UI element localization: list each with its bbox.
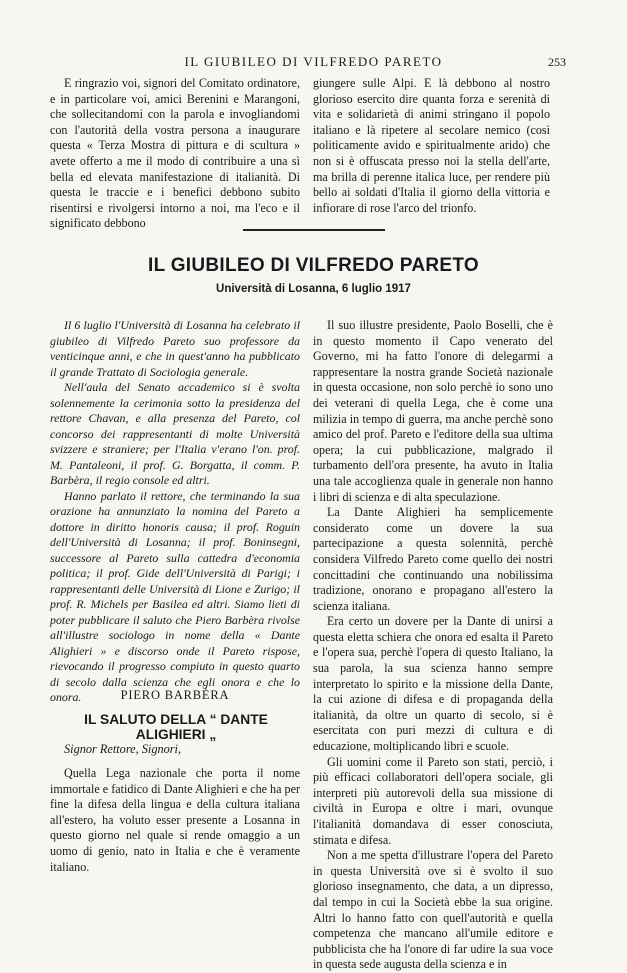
speech-paragraph: Era certo un dovere per la Dante di unirsi a questa eletta schiera che onora ed esalta il Pareto e l'opera sua, perchè l'opera di questo Italiano, la sua parola, la sua scienza hanno sempre interpretato lo spirito e la missione della Dante, la cui azione di difesa e di propaganda della italianità, da oltre un quarto di secolo, si è esercitata con puri mezzi di cultura e di educazione, moltiplicando libri e scuole. bbox=[313, 614, 553, 754]
article-title: IL GIUBILEO DI VILFREDO PARETO bbox=[148, 255, 479, 276]
intro-paragraph: Il 6 luglio l'Università di Losanna ha celebrato il giubileo di Vilfredo Pareto suo professore da venticinque anni, e che in quest'anno ha pubblicato il grande Trattato di Sociologia generale. bbox=[50, 318, 300, 379]
running-header: IL GIUBILEO DI VILFREDO PARETO bbox=[184, 54, 443, 69]
salutation: Signor Rettore, Signori, bbox=[64, 742, 182, 756]
speech-left-column bbox=[50, 766, 300, 875]
top-left-column bbox=[50, 76, 300, 232]
intro-column bbox=[50, 318, 300, 706]
author-signature: PIERO BARBÈRA bbox=[120, 688, 230, 702]
article-subtitle: Università di Losanna, 6 luglio 1917 bbox=[216, 283, 411, 295]
paragraph: giungere sulle Alpi. E là debbono al nostro glorioso esercito dire quanta forza e serenità di vita e solidarietà di animi stringano il popolo italiano e là ripetere al secolare nemico (così politicamente avido e spiritualmente arido) che non si è offuscata presso noi la stella dell'arte, ma brilla di perenne italica luce, per rendere più bello ai soldati d'Italia il giorno della vittoria e infiorare di rose l'arco del trionfo. bbox=[313, 76, 550, 215]
speech-paragraph: La Dante Alighieri ha semplicemente considerato come un dovere la sua partecipazione a questa solennità, perchè considera Vilfredo Pareto come quello dei nostri concittadini che continuando una nobilissima tradizione, onorano e propagano all'estero la scienza italiana. bbox=[313, 505, 553, 613]
speech-paragraph: Gli uomini come il Pareto son stati, perciò, i più efficaci collaboratori dell'opera sociale, gli interpreti più autorevoli della sua missione di civiltà in Europa e oltre i mari, ovunque l'italianità domandava di esser conosciuta, stimata e difesa. bbox=[313, 754, 553, 847]
intro-paragraph: Hanno parlato il rettore, che terminando la sua orazione ha annunziato la nomina del Pareto a dottore in diritto honoris causa; il prof. Roguin dell'Università di Losanna; il prof. Boninsegni, successore al Pareto sulla cattedra d'economia politica; il prof. Gide dell'Università di Parigi; i rappresentanti delle Università di Lione e Zurigo; il prof. R. Michels per Basilea ed altri. Siamo lieti di poter pubblicare il saluto che Piero Barbèra rivolse all'illustre sociologo in nome della « Dante Alighieri » e discorso onde il Pareto rispose, rievocando il progresso compiuto in questo quarto di secolo dalla scienza che egli onora e che lo onora. bbox=[50, 488, 300, 704]
speech-paragraph: Il suo illustre presidente, Paolo Boselli, che è in questo momento il Capo venerato del Governo, mi ha fatto l'onore di delegarmi a rappresentare la nostra grande Società nazionale in questa occasione, non solo perchè io sono uno dei veterani di quella Lega, che è come una milizia in tempo di guerra, ma anche perchè sono amico del prof. Pareto e l'editore della sua ultima opera; la cui pubblicazione, malgrado il turbamento dell'ora presente, ha avuto in Italia una tale accoglienza quale in generale non hanno i libri di scienza e di alta speculazione. bbox=[313, 318, 553, 504]
paragraph: E ringrazio voi, signori del Comitato ordinatore, e in particolare voi, amici Berenini e Marangoni, che sollecitandomi con la parola e invogliandomi con l'autorità della vostra persona a inaugurare questa « Terza Mostra di pittura e di scultura » avete offerto a me il modo di contribuire a una sì bella ed elevata manifestazione di italianità. Di questa le traccie e i benefici debbono subito risentirsi e rivolgersi intorno a noi, ma l'eco e il significato debbono bbox=[50, 76, 300, 231]
page-number: 253 bbox=[548, 55, 566, 69]
speech-paragraph: Quella Lega nazionale che porta il nome immortale e fatidico di Dante Alighieri e che ha per fine la difesa della lingua e della cultura italiana all'estero, ha voluto esser presente a Losanna in questo giorno nel quale si rende omaggio a un uomo di genio, nato in Italia e che è veramente italiano. bbox=[50, 766, 300, 874]
top-right-column bbox=[313, 76, 550, 216]
speech-paragraph: Non a me spetta d'illustrare l'opera del Pareto in questa Università ove si è svolto il suo glorioso insegnamento, che data, a un dipresso, dal tempo in cui la Società ebbe la sua origine. Altri lo hanno fatto con quell'autorità e quella competenza che mancano all'umile editore e pubblicista che ha l'onore di far udire la sua voce in questa sede augusta della scienza e in bbox=[313, 848, 553, 972]
section-heading: IL SALUTO DELLA “ DANTE ALIGHIERI „ bbox=[84, 712, 268, 742]
speech-right-column bbox=[313, 318, 553, 973]
intro-paragraph: Nell'aula del Senato accademico si è svolta solennemente la cerimonia sotto la presidenza del rettore Chavan, e alla presenza del Pareto, col concorso dei rappresentanti di molte Università svizzere e straniere; per l'Italia v'erano l'on. prof. M. Pantaleoni, il prof. G. Borgatta, il comm. P. Barbèra, il regio console ed altri. bbox=[50, 380, 300, 487]
section-divider bbox=[243, 229, 385, 231]
